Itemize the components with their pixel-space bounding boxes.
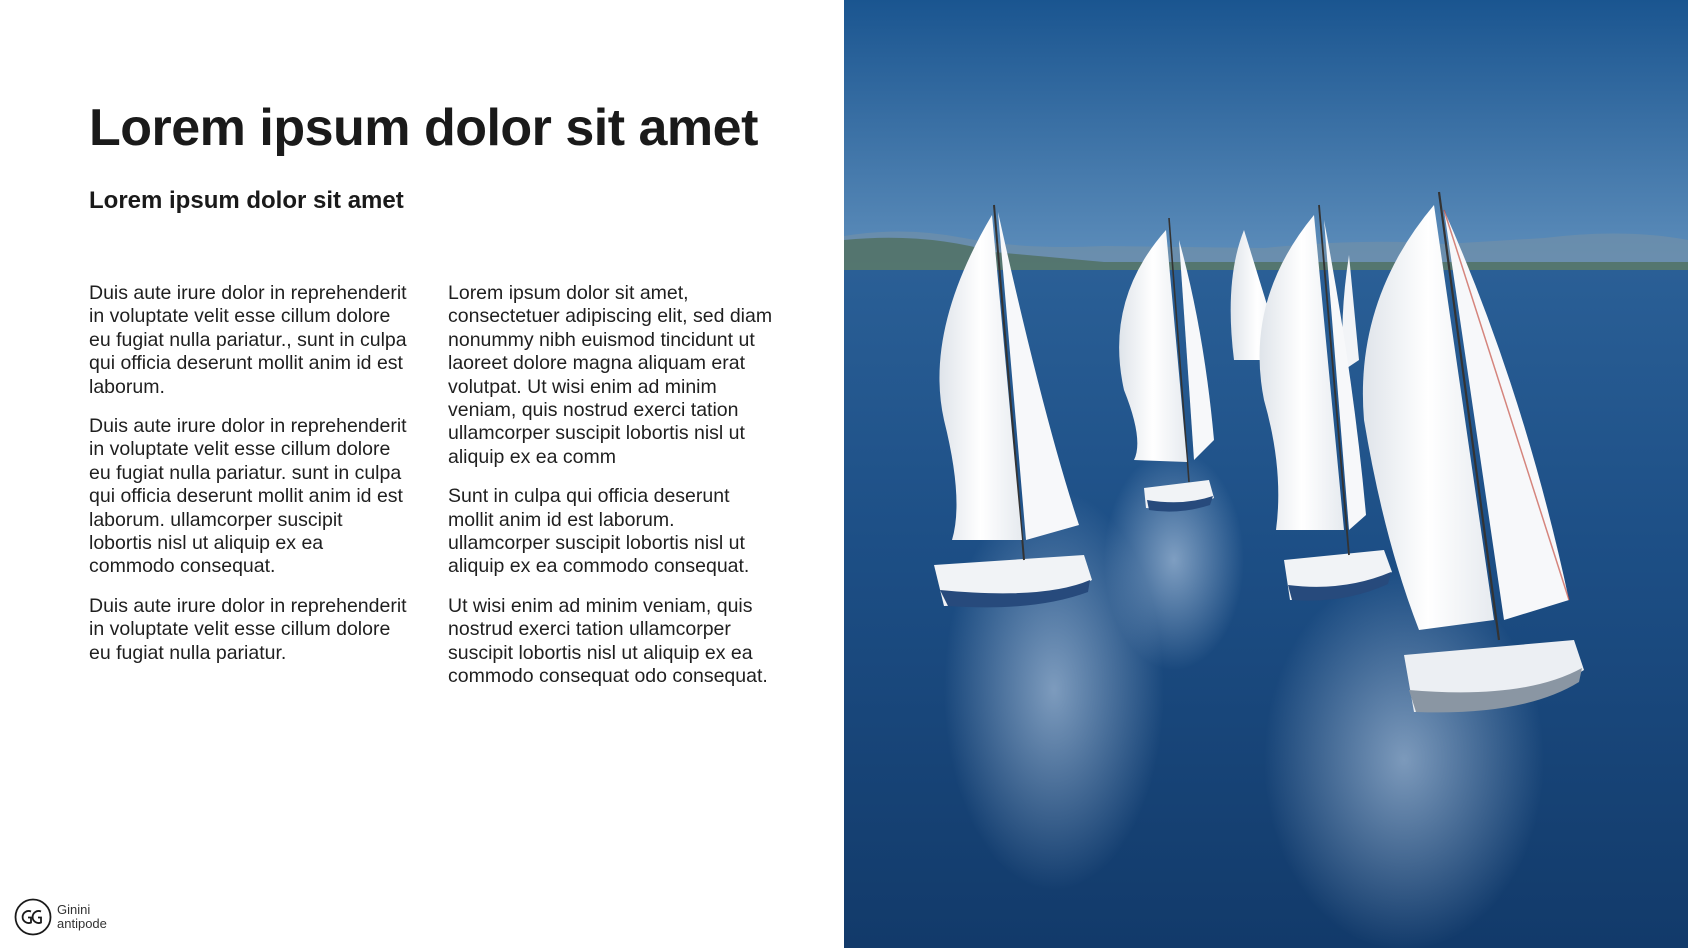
body-column-left: [89, 282, 407, 681]
sky: [844, 0, 1688, 270]
sailboats-photo: [844, 0, 1688, 948]
sailboats-illustration: [844, 0, 1688, 948]
paragraph: Ut wisi enim ad minim veniam, quis nostrud exerci tation ullamcorper suscipit lobortis nisl ut aliquip ex ea commodo consequat odo consequat.: [448, 594, 768, 688]
water-reflection: [1104, 450, 1244, 670]
water-reflection: [1264, 570, 1544, 948]
logo-line-1: Ginini: [57, 902, 91, 917]
logo-line-2: antipode: [57, 916, 107, 931]
paragraph: Lorem ipsum dolor sit amet, consectetuer adipiscing elit, sed diam nonummy nibh euismod tincidunt ut laoreet dolore magna aliquam erat volutpat. Ut wisi enim ad minim veniam, quis nostrud exerci tation ullamcorper suscipit lobortis nisl ut aliquip ex ea comm: [448, 282, 773, 468]
body-column-right: [448, 282, 774, 705]
gg-monogram-icon: [14, 898, 52, 936]
paragraph: Duis aute irure dolor in reprehenderit in voluptate velit esse cillum dolore eu fugiat nulla pariatur., sunt in culpa qui officia deserunt mollit anim id est laborum.: [89, 282, 407, 398]
logo-wordmark: [57, 903, 107, 931]
paragraph: Duis aute irure dolor in reprehenderit in voluptate velit esse cillum dolore eu fugiat nulla pariatur.: [89, 594, 407, 664]
slide-title: Lorem ipsum dolor sit amet: [89, 99, 758, 157]
paragraph: Duis aute irure dolor in reprehenderit in voluptate velit esse cillum dolore eu fugiat nulla pariatur. sunt in culpa qui officia deserunt mollit anim id est laborum. ullamcorper suscipit lobortis nisl ut aliquip ex ea commodo consequat.: [89, 415, 407, 578]
company-logo: [14, 896, 107, 938]
paragraph: Sunt in culpa qui officia deserunt mollit anim id est laborum. ullamcorper suscipit lobortis nisl ut aliquip ex ea commodo consequat.: [448, 485, 750, 578]
slide-subtitle: Lorem ipsum dolor sit amet: [89, 187, 404, 214]
